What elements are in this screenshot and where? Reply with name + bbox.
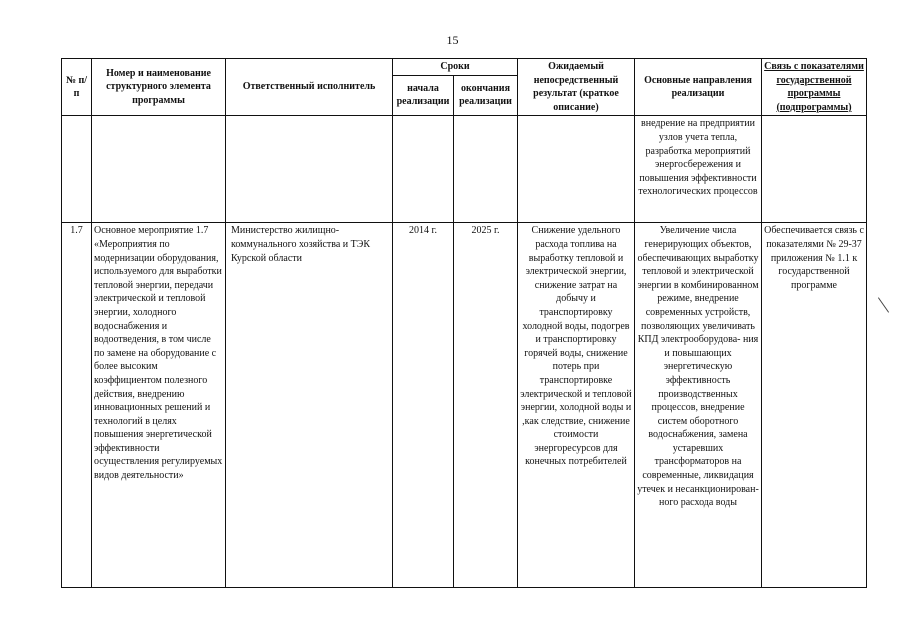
header-num: № п/п (62, 59, 92, 116)
program-measures-table (61, 58, 867, 588)
table-row (62, 223, 867, 588)
page-number: 15 (446, 33, 459, 47)
cell-num (62, 116, 92, 223)
header-link-text: Связь с показателями государственной программы (подпрограммы) (764, 61, 864, 113)
cell-element (92, 116, 226, 223)
header-end: окончания реализации (454, 75, 518, 116)
cell-start: 2014 г. (393, 223, 454, 588)
header-directions: Основные направления реализации (635, 59, 762, 116)
cell-start (393, 116, 454, 223)
cell-directions: внедрение на предприятии узлов учета тепла, разработка мероприятий энергосбережения и повышения эффективности технологических процессов (635, 116, 762, 223)
header-link (762, 59, 867, 116)
cell-executor: Министерство жилищно-коммунального хозяйства и ТЭК Курской области (226, 223, 393, 588)
table-header-row (62, 59, 867, 76)
header-start: начала реализации (393, 75, 454, 116)
cell-end: 2025 г. (454, 223, 518, 588)
header-element: Номер и наименование структурного элемента программы (92, 59, 226, 116)
header-terms: Сроки (393, 59, 518, 76)
cell-end (454, 116, 518, 223)
cell-expected (518, 116, 635, 223)
scan-mark (878, 297, 889, 312)
cell-expected: Снижение удельного расхода топлива на выработку тепловой и электрической энергии, снижение затрат на добычу и транспортировку холодной воды, подогрев и транспортировку горячей воды, снижение потерь при транспортировке электрической и тепловой энергии, холодной воды и ,как следствие, снижение стоимости энергоресурсов для конечных потребителей (518, 223, 635, 588)
cell-directions: Увеличение числа генерирующих объектов, обеспечивающих выработку тепловой и электрической энергии в комбинированном режиме, внедрение современных устройств, позволяющих увеличивать КПД электрооборудова- ния и повышающих энергетическую эффективность производственных процессов, внедрение систем оборотного водоснабжения, замена устаревших трансформаторов на современные, ликвидация утечек и несанкционирован-ного расхода воды (635, 223, 762, 588)
cell-link: Обеспечивается связь с показателями № 29-37 приложения № 1.1 к государственной программе (762, 223, 867, 588)
table-row (62, 116, 867, 223)
header-executor: Ответственный исполнитель (226, 59, 393, 116)
cell-executor (226, 116, 393, 223)
header-expected: Ожидаемый непосредственный результат (краткое описание) (518, 59, 635, 116)
cell-num: 1.7 (62, 223, 92, 588)
cell-element: Основное мероприятие 1.7 «Мероприятия по модернизации оборудования, используемого для выработки тепловой энергии, передачи электрической и тепловой энергии, холодного водоснабжения и водоотведения, в том числе по замене на оборудование с более высоким коэффициентом полезного действия, внедрению инновационных решений и технологий в целях повышения энергетической эффективности осуществления регулируемых видов деятельности» (92, 223, 226, 588)
cell-link (762, 116, 867, 223)
